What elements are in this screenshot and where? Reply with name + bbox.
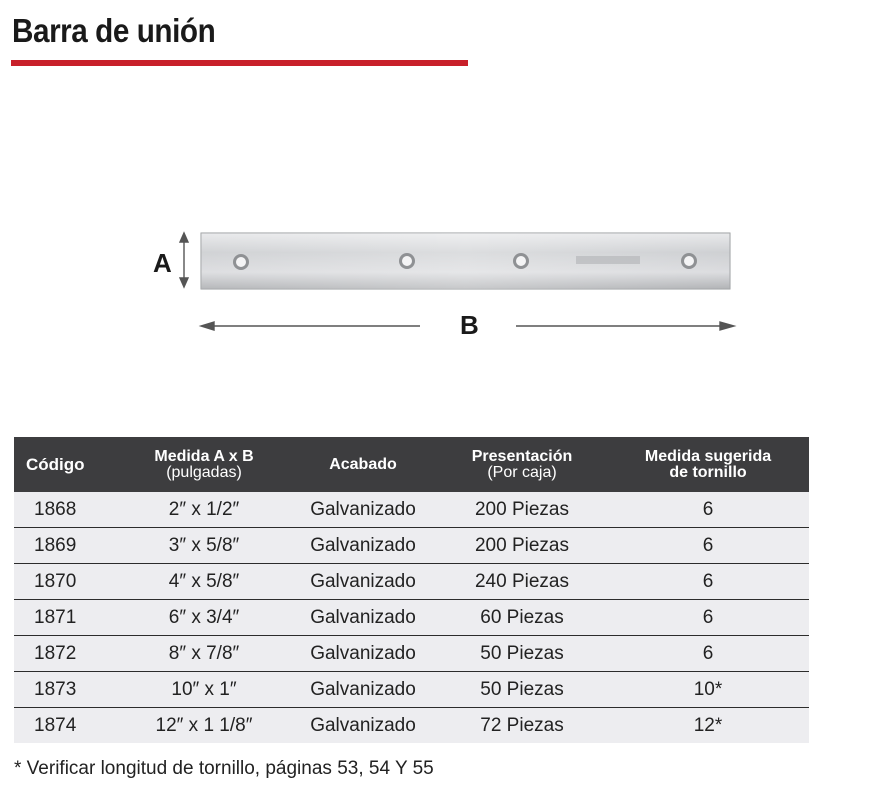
header-finish: Acabado xyxy=(289,437,437,492)
footnote: * Verificar longitud de tornillo, páginas 53, 54 Y 55 xyxy=(14,758,434,779)
dimension-a-arrow xyxy=(180,233,188,287)
cell-finish: Galvanizado xyxy=(289,600,437,636)
cell-screw: 10* xyxy=(607,672,809,708)
cell-code: 1873 xyxy=(14,672,119,708)
cell-screw: 6 xyxy=(607,636,809,672)
header-screw xyxy=(607,437,809,492)
cell-size: 6″ x 3/4″ xyxy=(119,600,289,636)
table-header-row xyxy=(14,437,809,492)
cell-code: 1868 xyxy=(14,492,119,528)
table-row xyxy=(14,636,809,672)
cell-finish: Galvanizado xyxy=(289,708,437,744)
cell-size: 10″ x 1″ xyxy=(119,672,289,708)
cell-pack: 50 Piezas xyxy=(437,636,607,672)
header-size-line2: (pulgadas) xyxy=(166,463,242,481)
header-code: Código xyxy=(14,437,119,492)
mending-plate-illustration xyxy=(0,220,871,350)
cell-screw: 6 xyxy=(607,528,809,564)
spec-table xyxy=(14,437,809,743)
cell-pack: 200 Piezas xyxy=(437,528,607,564)
header-pack-line1: Presentación xyxy=(471,447,573,465)
cell-finish: Galvanizado xyxy=(289,636,437,672)
header-size-line1: Medida A x B xyxy=(154,447,254,465)
cell-screw: 6 xyxy=(607,492,809,528)
cell-finish: Galvanizado xyxy=(289,672,437,708)
cell-screw: 6 xyxy=(607,600,809,636)
header-screw-line2: de tornillo xyxy=(669,463,747,481)
table-row xyxy=(14,528,809,564)
table-row xyxy=(14,672,809,708)
header-pack-line2: (Por caja) xyxy=(487,463,557,481)
cell-screw: 6 xyxy=(607,564,809,600)
cell-code: 1869 xyxy=(14,528,119,564)
cell-code: 1872 xyxy=(14,636,119,672)
cell-pack: 50 Piezas xyxy=(437,672,607,708)
header-size xyxy=(119,437,289,492)
table-row xyxy=(14,708,809,744)
cell-size: 8″ x 7/8″ xyxy=(119,636,289,672)
cell-pack: 200 Piezas xyxy=(437,492,607,528)
page-title: Barra de unión xyxy=(12,12,216,49)
cell-code: 1874 xyxy=(14,708,119,744)
cell-size: 3″ x 5/8″ xyxy=(119,528,289,564)
cell-code: 1871 xyxy=(14,600,119,636)
cell-size: 4″ x 5/8″ xyxy=(119,564,289,600)
cell-size: 12″ x 1 1/8″ xyxy=(119,708,289,744)
header-screw-line1: Medida sugerida xyxy=(644,447,772,465)
dimension-b-label: B xyxy=(460,310,479,340)
table-row xyxy=(14,600,809,636)
cell-size: 2″ x 1/2″ xyxy=(119,492,289,528)
title-underline xyxy=(11,60,468,66)
cell-pack: 72 Piezas xyxy=(437,708,607,744)
cell-pack: 60 Piezas xyxy=(437,600,607,636)
cell-finish: Galvanizado xyxy=(289,492,437,528)
cell-finish: Galvanizado xyxy=(289,528,437,564)
cell-finish: Galvanizado xyxy=(289,564,437,600)
cell-pack: 240 Piezas xyxy=(437,564,607,600)
cell-code: 1870 xyxy=(14,564,119,600)
cell-screw: 12* xyxy=(607,708,809,744)
product-diagram xyxy=(0,220,871,350)
table-row xyxy=(14,564,809,600)
dimension-a-label: A xyxy=(153,248,172,278)
header-pack xyxy=(437,437,607,492)
table-row xyxy=(14,492,809,528)
